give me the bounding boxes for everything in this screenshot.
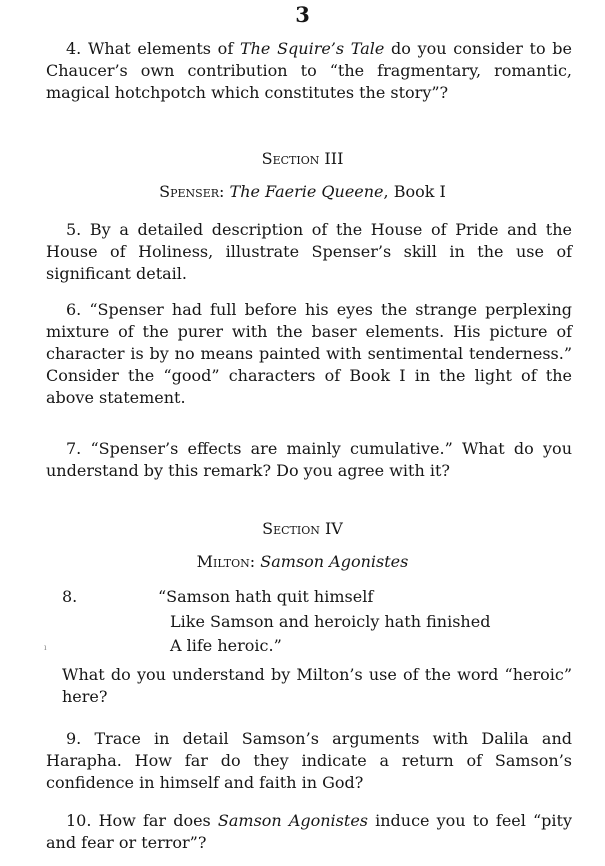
section-4-subheading: Milton: Samson Agonistes: [196, 552, 409, 571]
question-8-text: What do you understand by Milton’s use of the word “heroic” here?: [62, 665, 572, 706]
question-7-number: 7.: [66, 439, 82, 458]
work-title-samson-agonistes: Samson Agonistes: [217, 811, 368, 830]
question-10-number: 10.: [66, 811, 92, 830]
work-title-samson-agonistes: Samson Agonistes: [260, 552, 409, 571]
section-3-subheading: Spenser: The Faerie Queene, Book I: [159, 182, 446, 201]
question-9-number: 9.: [66, 729, 82, 748]
question-5-number: 5.: [66, 220, 82, 239]
page-number: 3: [295, 2, 310, 27]
question-6-number: 6.: [66, 300, 82, 319]
stray-mark: ı: [44, 643, 47, 652]
question-7: 7. “Spenser’s effects are mainly cumulative.” What do you understand by this remark? Do you agree with it?: [46, 439, 572, 480]
section-4-heading: Section IV: [262, 519, 343, 538]
question-4-number: 4.: [66, 39, 82, 58]
quote-line: “Samson hath quit himself: [158, 587, 374, 606]
quote-line: Like Samson and heroicly hath finished: [170, 612, 491, 631]
author-spenser: Spenser: [159, 182, 220, 201]
question-5: 5. By a detailed description of the House of Pride and the House of Holiness, illustrate Spenser’s skill in the use of significant detail.: [46, 220, 572, 283]
question-6: 6. “Spenser had full before his eyes the strange perplexing mixture of the purer with the baser elements. His picture of character is by no means painted with sentimental tenderness.” Consider the “good” characters of Book I in the light of the above statement.: [46, 300, 573, 407]
section-3-heading: Section III: [261, 149, 344, 168]
work-title-squires-tale: The Squire’s Tale: [239, 39, 385, 58]
question-4: 4. What elements of The Squire’s Tale do you consider to be Chaucer’s own contribution to “the fragmentary, romantic, magical hotchpotch which constitutes the story”?: [46, 39, 572, 102]
quote-line: A life heroic.”: [170, 636, 282, 655]
question-8-number: 8.: [62, 587, 78, 606]
question-9: 9. Trace in detail Samson’s arguments with Dalila and Harapha. How far do they indicate a return of Samson’s confidence in himself and faith in God?: [46, 729, 572, 792]
question-10: 10. How far does Samson Agonistes induce you to feel “pity and fear or terror”?: [46, 811, 573, 852]
work-title-faerie-queene: The Faerie Queene: [229, 182, 384, 201]
author-milton: Milton: [196, 552, 250, 571]
